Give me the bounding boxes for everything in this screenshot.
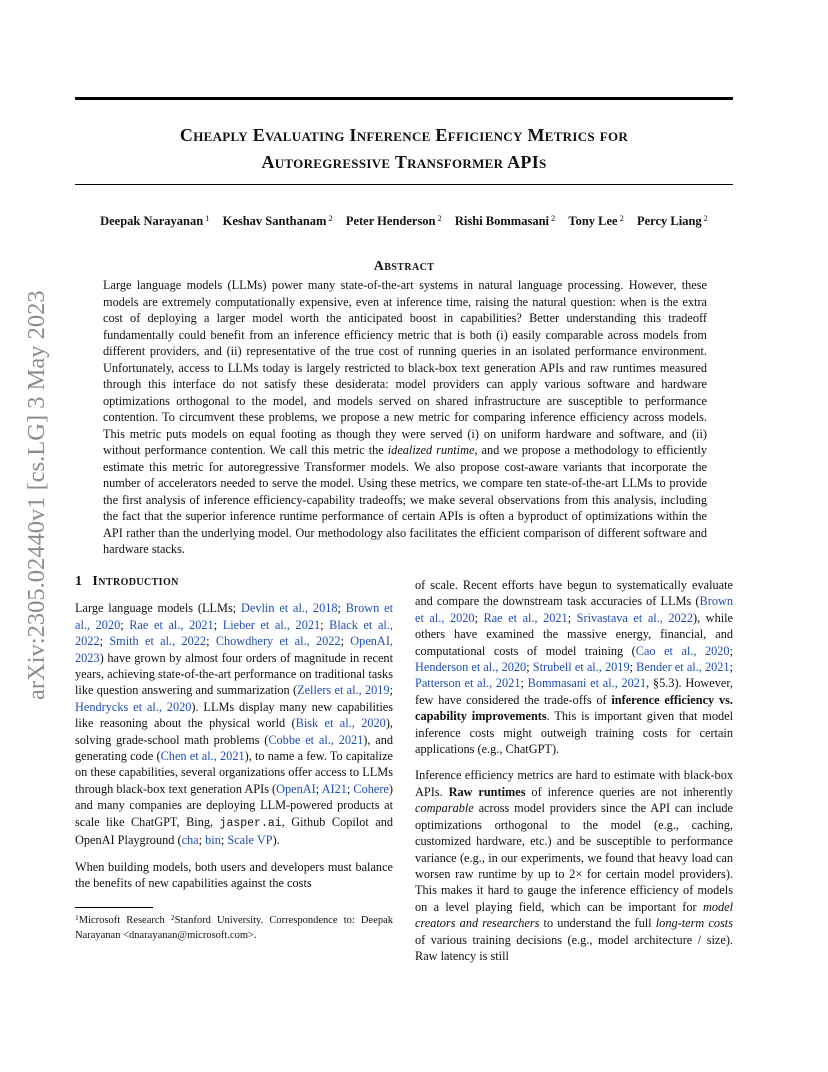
citation-link[interactable]: Cao et al., 2020	[635, 643, 730, 658]
title-top-rule	[75, 97, 733, 100]
citation-link[interactable]: OpenAI, 2023	[75, 634, 393, 665]
citation-link[interactable]: Strubell et al., 2019	[532, 660, 630, 675]
citation-link[interactable]: Rae et al., 2021	[129, 617, 214, 632]
citation-link[interactable]: Patterson et al., 2021	[415, 676, 521, 691]
paper-title	[75, 122, 733, 176]
author: Keshav Santhanam $^2$	[222, 213, 333, 228]
title-line-1: Cheaply Evaluating Inference Efficiency Metrics for	[179, 125, 629, 145]
citation-link[interactable]: bin	[205, 833, 221, 848]
left-column	[75, 574, 393, 901]
citation-link[interactable]: AI21	[321, 781, 347, 796]
citation-link[interactable]: Chen et al., 2021	[160, 749, 245, 764]
author: Rishi Bommasani $^2$	[454, 213, 556, 228]
citation-link[interactable]: Hendrycks et al., 2020	[75, 699, 192, 714]
title-bottom-rule	[75, 184, 733, 185]
citation-link[interactable]: Bommasani et al., 2021	[527, 676, 647, 691]
citation-link[interactable]: Cobbe et al., 2021	[268, 732, 364, 747]
citation-link[interactable]: Srivastava et al., 2022	[576, 610, 693, 625]
abstract-body: Large language models (LLMs) power many state-of-the-art systems in natural language processing. However, these models are extremely computationally expensive, even at inference time, raising the natural question: when is the extra cost of deploying a larger model worth the anticipated boost in capabilities? Better understanding this tradeoff fundamentally could benefit from an inference efficiency metric that is both (i) easily comparable across models from different providers, and (ii) representative of the true cost of running queries in an isolated performance environment. Unfortunately, access to LLMs today is largely restricted to black-box text generation APIs and raw runtimes measured through this interface do not satisfy these desiderata: model providers can apply various software and hardware optimizations orthogonal to the model, and models served on shared infrastructure are susceptible to performance contention. To circumvent these problems, we propose a new metric for comparing inference efficiency across models. This metric puts models on equal footing as though they were served (i) on uniform hardware and software, and (ii) without performance contention. We call this metric the idealized runtime, and we propose a methodology to efficiently estimate this metric for autoregressive Transformer models. We also propose cost-aware variants that incorporate the number of accelerators needed to serve the model. Using these metrics, we compare ten state-of-the-art LLMs to provide the first analysis of inference efficiency-capability tradeoffs; we make several observations from this analysis, including the fact that the superior inference runtime performance of certain APIs is often a byproduct of optimizations within the API rather than the underlying model. Our methodology also facilitates the efficient comparison of different software and hardware stacks.	[103, 278, 707, 556]
title-line-2: Autoregressive Transformer APIs	[261, 152, 547, 172]
footnote: $^1$Microsoft Research $^2$Stanford University. Correspondence to: Deepak Narayanan <dnarayanan@microsoft.com>.	[75, 913, 393, 941]
citation-link[interactable]: Lieber et al., 2021	[222, 617, 321, 632]
citation-link[interactable]: Zellers et al., 2019	[297, 683, 390, 698]
author: Percy Liang $^2$	[636, 213, 708, 228]
author: Tony Lee $^2$	[568, 213, 624, 228]
intro-paragraph-2: When building models, both users and developers must balance the benefits of new capabilities against the costs	[75, 859, 393, 890]
citation-link[interactable]: cha	[181, 833, 199, 848]
citation-link[interactable]: Chowdhery et al., 2022	[215, 634, 341, 649]
citation-link[interactable]: Scale VP	[227, 833, 273, 848]
citation-link[interactable]: Smith et al., 2022	[109, 634, 207, 649]
citation-link[interactable]: Rae et al., 2021	[483, 610, 568, 625]
citation-link[interactable]: OpenAI	[276, 781, 316, 796]
intro-paragraph-3: of scale. Recent efforts have begun to systematically evaluate and compare the downstream task accuracies of LLMs (Brown et al., 2020; Rae et al., 2021; Srivastava et al., 2022), while others have examined the massive energy, financial, and computational costs of model training (Cao et al., 2020; Henderson et al., 2020; Strubell et al., 2019; Bender et al., 2021; Patterson et al., 2021; Bommasani et al., 2021, §5.3). However, few have considered the trade-offs of inference efficiency vs. capability improvements. This is important given that model inference costs might outweigh training costs for certain applications (e.g., ChatGPT).	[415, 578, 734, 757]
arxiv-stamp: arXiv:2305.02440v1 [cs.LG] 3 May 2023	[23, 290, 50, 700]
citation-link[interactable]: Brown et al., 2020	[75, 601, 393, 632]
citation-link[interactable]: Devlin et al., 2018	[241, 601, 338, 616]
citation-link[interactable]: Black et al., 2022	[75, 617, 393, 649]
citation-link[interactable]: Bisk et al., 2020	[295, 716, 386, 731]
section-heading-introduction: 1 Introduction	[75, 574, 179, 589]
citation-link[interactable]: Henderson et al., 2020	[415, 660, 527, 675]
citation-link[interactable]: Bender et al., 2021	[636, 660, 730, 675]
footnote-rule	[75, 907, 153, 908]
intro-paragraph-4: Inference efficiency metrics are hard to estimate with black-box APIs. Raw runtimes of inference queries are not inherently comparable across model providers since the API can include optimizations orthogonal to the model (e.g., caching, customized hardware, etc.) and be susceptible to performance variance (e.g., in our experiments, we found that heavy load can worsen raw runtime by up to 2× for certain model providers). This makes it hard to gauge the inference efficiency of models on a level playing field, which can be important for model creators and researchers to understand the full long-term costs of various training decisions (e.g., model architecture / size). Raw latency is still	[415, 768, 733, 963]
author: Deepak Narayanan $^1$	[100, 213, 210, 228]
right-column	[415, 577, 733, 974]
abstract-heading: Abstract	[373, 259, 435, 274]
author: Peter Henderson $^2$	[345, 213, 442, 228]
intro-paragraph-1: Large language models (LLMs; Devlin et al., 2018; Brown et al., 2020; Rae et al., 2021; Lieber et al., 2021; Black et al., 2022; Smith et al., 2022; Chowdhery et al., 2022; OpenAI, 2023) have grown by almost four orders of magnitude in recent years, achieving state-of-the-art performance on traditional tasks like question answering and summarization (Zellers et al., 2019; Hendrycks et al., 2020). LLMs display many new capabilities like reasoning about the physical world (Bisk et al., 2020), solving grade-school math problems (Cobbe et al., 2021), and generating code (Chen et al., 2021), to name a few. To capitalize on these capabilities, several organizations offer access to LLMs through black-box text generation APIs (OpenAI; AI21; Cohere) and many companies are deploying LLM-powered products at scale like ChatGPT, Bing, jasper.ai, Github Copilot and OpenAI Playground (cha; bin; Scale VP).	[75, 601, 394, 848]
citation-link[interactable]: Cohere	[353, 781, 389, 796]
citation-link[interactable]: Brown et al., 2020	[415, 594, 733, 625]
author-list	[75, 213, 733, 229]
